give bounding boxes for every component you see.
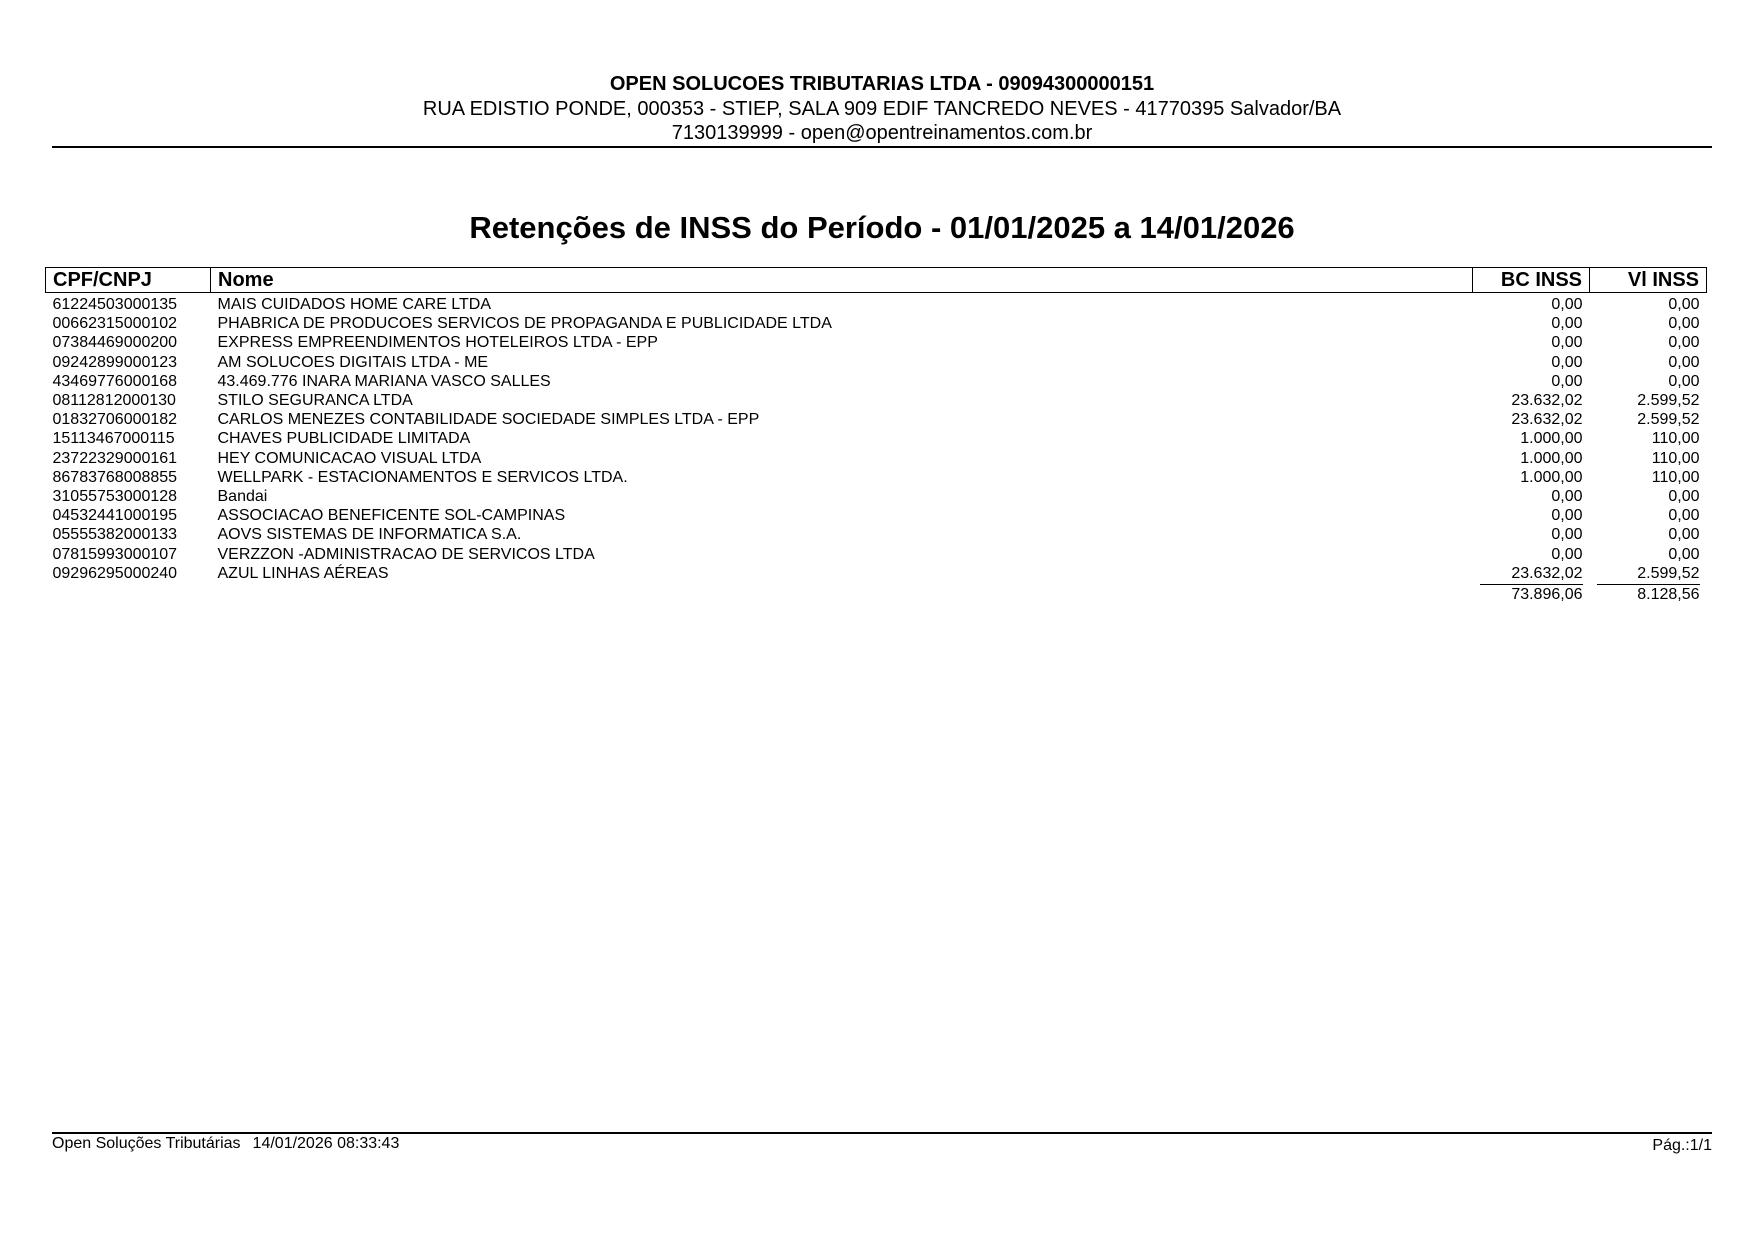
cell-cpf-cnpj: 01832706000182: [52, 411, 178, 429]
cell-cpf-cnpj: 86783768008855: [52, 468, 178, 486]
cell-cpf-cnpj: 08112812000130: [52, 392, 176, 410]
cell-bc-inss: 0,00: [1551, 296, 1583, 313]
totals-spacer: [211, 583, 1473, 604]
cell-cpf-cnpj: 43469776000168: [52, 372, 178, 390]
cell-bc-inss: 0,00: [1551, 507, 1583, 525]
table-row: [46, 449, 1707, 468]
cell-vl-inss: 2.599,52: [1637, 392, 1700, 410]
table-row: [46, 372, 1707, 391]
cell-bc-inss: 23.632,02: [1511, 564, 1583, 582]
cell-vl-inss: 0,00: [1668, 315, 1700, 333]
cell-bc-inss: 1.000,00: [1520, 468, 1583, 486]
inss-retention-table: [45, 267, 1707, 604]
cell-vl-inss: 0,00: [1668, 545, 1700, 563]
cell-vl-inss: 0,00: [1668, 372, 1700, 390]
cell-vl-inss: 110,00: [1651, 468, 1700, 486]
cell-cpf-cnpj: 04532441000195: [52, 507, 178, 525]
cell-nome: 43.469.776 INARA MARIANA VASCO SALLES: [217, 372, 551, 390]
cell-bc-inss: 1.000,00: [1520, 430, 1583, 448]
cell-bc-inss: 0,00: [1551, 315, 1583, 333]
cell-cpf-cnpj: 00662315000102: [52, 315, 178, 333]
cell-bc-inss: 23.632,02: [1511, 411, 1583, 429]
column-header-vl-inss: Vl INSS: [1590, 268, 1707, 293]
cell-bc-inss: 23.632,02: [1511, 392, 1583, 410]
cell-bc-inss: 0,00: [1551, 488, 1583, 506]
company-name: OPEN SOLUCOES TRIBUTARIAS LTDA - 09094300000151: [609, 73, 1155, 95]
footer-timestamp: 14/01/2026 08:33:43: [252, 1135, 400, 1152]
column-header-nome: Nome: [211, 268, 1473, 293]
cell-nome: MAIS CUIDADOS HOME CARE LTDA: [217, 296, 492, 313]
cell-cpf-cnpj: 07815993000107: [52, 545, 178, 563]
table-row: [46, 525, 1707, 544]
cell-vl-inss: 0,00: [1668, 526, 1700, 544]
cell-cpf-cnpj: 23722329000161: [52, 449, 178, 467]
cell-nome: CARLOS MENEZES CONTABILIDADE SOCIEDADE SIMPLES LTDA - EPP: [217, 411, 760, 429]
cell-cpf-cnpj: 31055753000128: [52, 488, 178, 506]
cell-nome: VERZZON -ADMINISTRACAO DE SERVICOS LTDA: [217, 545, 595, 563]
total-bc-inss-cell: [1473, 583, 1590, 604]
report-title: Retenções de INSS do Período - 01/01/2025 a 14/01/2026: [469, 210, 1295, 245]
table-header-row: [46, 268, 1707, 293]
cell-nome: AOVS SISTEMAS DE INFORMATICA S.A.: [217, 526, 522, 544]
footer-info: [52, 1134, 399, 1154]
cell-nome: STILO SEGURANCA LTDA: [217, 392, 413, 410]
table-row: [46, 391, 1707, 410]
cell-cpf-cnpj: 61224503000135: [52, 296, 178, 313]
total-vl-inss: 8.128,56: [1597, 584, 1700, 604]
table-row: [46, 429, 1707, 448]
totals-row: [46, 583, 1707, 604]
cell-nome: Bandai: [217, 488, 268, 506]
cell-vl-inss: 0,00: [1668, 334, 1700, 352]
table-row: [46, 410, 1707, 429]
cell-vl-inss: 0,00: [1668, 296, 1700, 313]
table-body: [46, 293, 1707, 605]
cell-bc-inss: 0,00: [1551, 353, 1583, 371]
cell-cpf-cnpj: 09242899000123: [52, 353, 178, 371]
column-header-cpf-cnpj: CPF/CNPJ: [46, 268, 211, 293]
table-row: [46, 487, 1707, 506]
cell-vl-inss: 110,00: [1651, 430, 1700, 448]
cell-cpf-cnpj: 05555382000133: [52, 526, 178, 544]
page-number: Pág.:1/1: [1652, 1137, 1712, 1154]
table-row: [46, 545, 1707, 564]
table-row: [46, 468, 1707, 487]
cell-nome: CHAVES PUBLICIDADE LIMITADA: [217, 430, 471, 448]
totals-spacer: [46, 583, 211, 604]
cell-bc-inss: 0,00: [1551, 334, 1583, 352]
company-contact: 7130139999 - open@opentreinamentos.com.br: [671, 122, 1093, 144]
cell-nome: AZUL LINHAS AÉREAS: [217, 564, 389, 582]
cell-vl-inss: 2.599,52: [1637, 411, 1700, 429]
cell-vl-inss: 0,00: [1668, 353, 1700, 371]
total-vl-inss-cell: [1590, 583, 1707, 604]
column-header-bc-inss: BC INSS: [1473, 268, 1590, 293]
table-row: [46, 333, 1707, 352]
cell-nome: PHABRICA DE PRODUCOES SERVICOS DE PROPAGANDA E PUBLICIDADE LTDA: [217, 315, 832, 333]
cell-bc-inss: 0,00: [1551, 372, 1583, 390]
table-row: [46, 564, 1707, 583]
cell-nome: ASSOCIACAO BENEFICENTE SOL-CAMPINAS: [217, 507, 566, 525]
table-row: [46, 506, 1707, 525]
cell-bc-inss: 0,00: [1551, 545, 1583, 563]
cell-nome: HEY COMUNICACAO VISUAL LTDA: [217, 449, 482, 467]
cell-vl-inss: 0,00: [1668, 507, 1700, 525]
cell-vl-inss: 110,00: [1651, 449, 1700, 467]
cell-cpf-cnpj: 09296295000240: [52, 564, 178, 582]
table-row: [46, 353, 1707, 372]
cell-nome: EXPRESS EMPREENDIMENTOS HOTELEIROS LTDA - EPP: [217, 334, 658, 352]
total-bc-inss: 73.896,06: [1480, 584, 1583, 604]
table-row: [46, 293, 1707, 315]
company-address: RUA EDISTIO PONDE, 000353 - STIEP, SALA 909 EDIF TANCREDO NEVES - 41770395 Salvador/BA: [422, 98, 1342, 120]
cell-cpf-cnpj: 07384469000200: [52, 334, 178, 352]
header-divider: [52, 146, 1712, 148]
cell-bc-inss: 1.000,00: [1520, 449, 1583, 467]
cell-vl-inss: 0,00: [1668, 488, 1700, 506]
cell-vl-inss: 2.599,52: [1637, 564, 1700, 582]
cell-nome: WELLPARK - ESTACIONAMENTOS E SERVICOS LTDA.: [217, 468, 628, 486]
footer-company: Open Soluções Tributárias: [52, 1135, 241, 1152]
cell-bc-inss: 0,00: [1551, 526, 1583, 544]
company-header: [52, 72, 1712, 145]
table-row: [46, 314, 1707, 333]
cell-nome: AM SOLUCOES DIGITAIS LTDA - ME: [217, 353, 489, 371]
cell-cpf-cnpj: 15113467000115: [52, 430, 175, 448]
